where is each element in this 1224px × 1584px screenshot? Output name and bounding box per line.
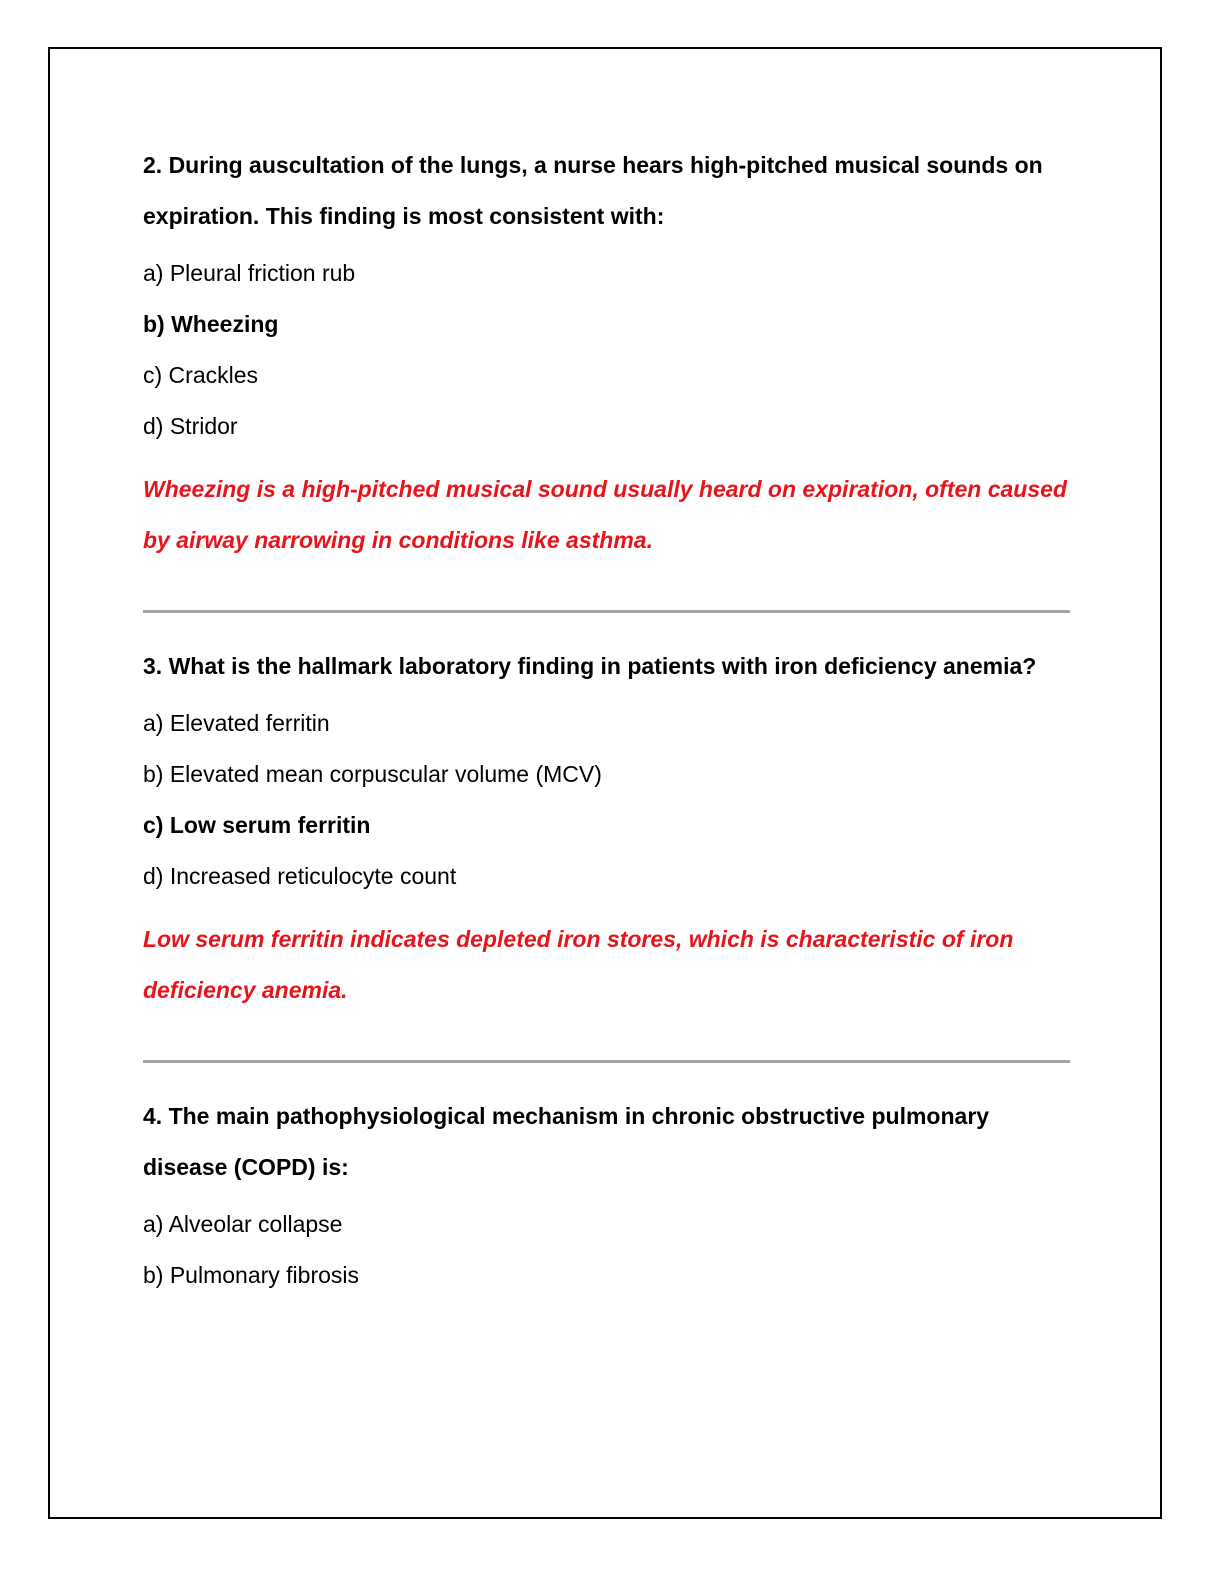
option-d: d) Increased reticulocyte count <box>143 863 457 889</box>
option-b: b) Pulmonary fibrosis <box>143 1262 360 1288</box>
section-divider <box>143 1060 1070 1063</box>
option-c-correct: c) Low serum ferritin <box>143 812 371 838</box>
option-d: d) Stridor <box>143 413 238 439</box>
answer-explanation: Low serum ferritin indicates depleted iron stores, which is characteristic of iron deficiency anemia. <box>143 926 1014 1003</box>
option-a: a) Pleural friction rub <box>143 260 356 286</box>
option-a: a) Elevated ferritin <box>143 710 330 736</box>
option-a: a) Alveolar collapse <box>143 1211 343 1237</box>
document-content <box>143 140 1073 1301</box>
question-stem: 4. The main pathophysiological mechanism in chronic obstructive pulmonary disease (COPD) is: <box>143 1103 990 1180</box>
question-stem: 2. During auscultation of the lungs, a nurse hears high-pitched musical sounds on expiration. This finding is most consistent with: <box>143 152 1043 229</box>
question-2 <box>143 140 1073 566</box>
answer-explanation: Wheezing is a high-pitched musical sound usually heard on expiration, often caused by airway narrowing in conditions like asthma. <box>143 476 1067 553</box>
section-divider <box>143 610 1070 613</box>
question-3 <box>143 641 1073 1016</box>
option-c: c) Crackles <box>143 362 259 388</box>
option-b: b) Elevated mean corpuscular volume (MCV) <box>143 761 602 787</box>
option-b-correct: b) Wheezing <box>143 311 279 337</box>
question-stem: 3. What is the hallmark laboratory finding in patients with iron deficiency anemia? <box>143 653 1037 679</box>
question-4 <box>143 1091 1073 1301</box>
